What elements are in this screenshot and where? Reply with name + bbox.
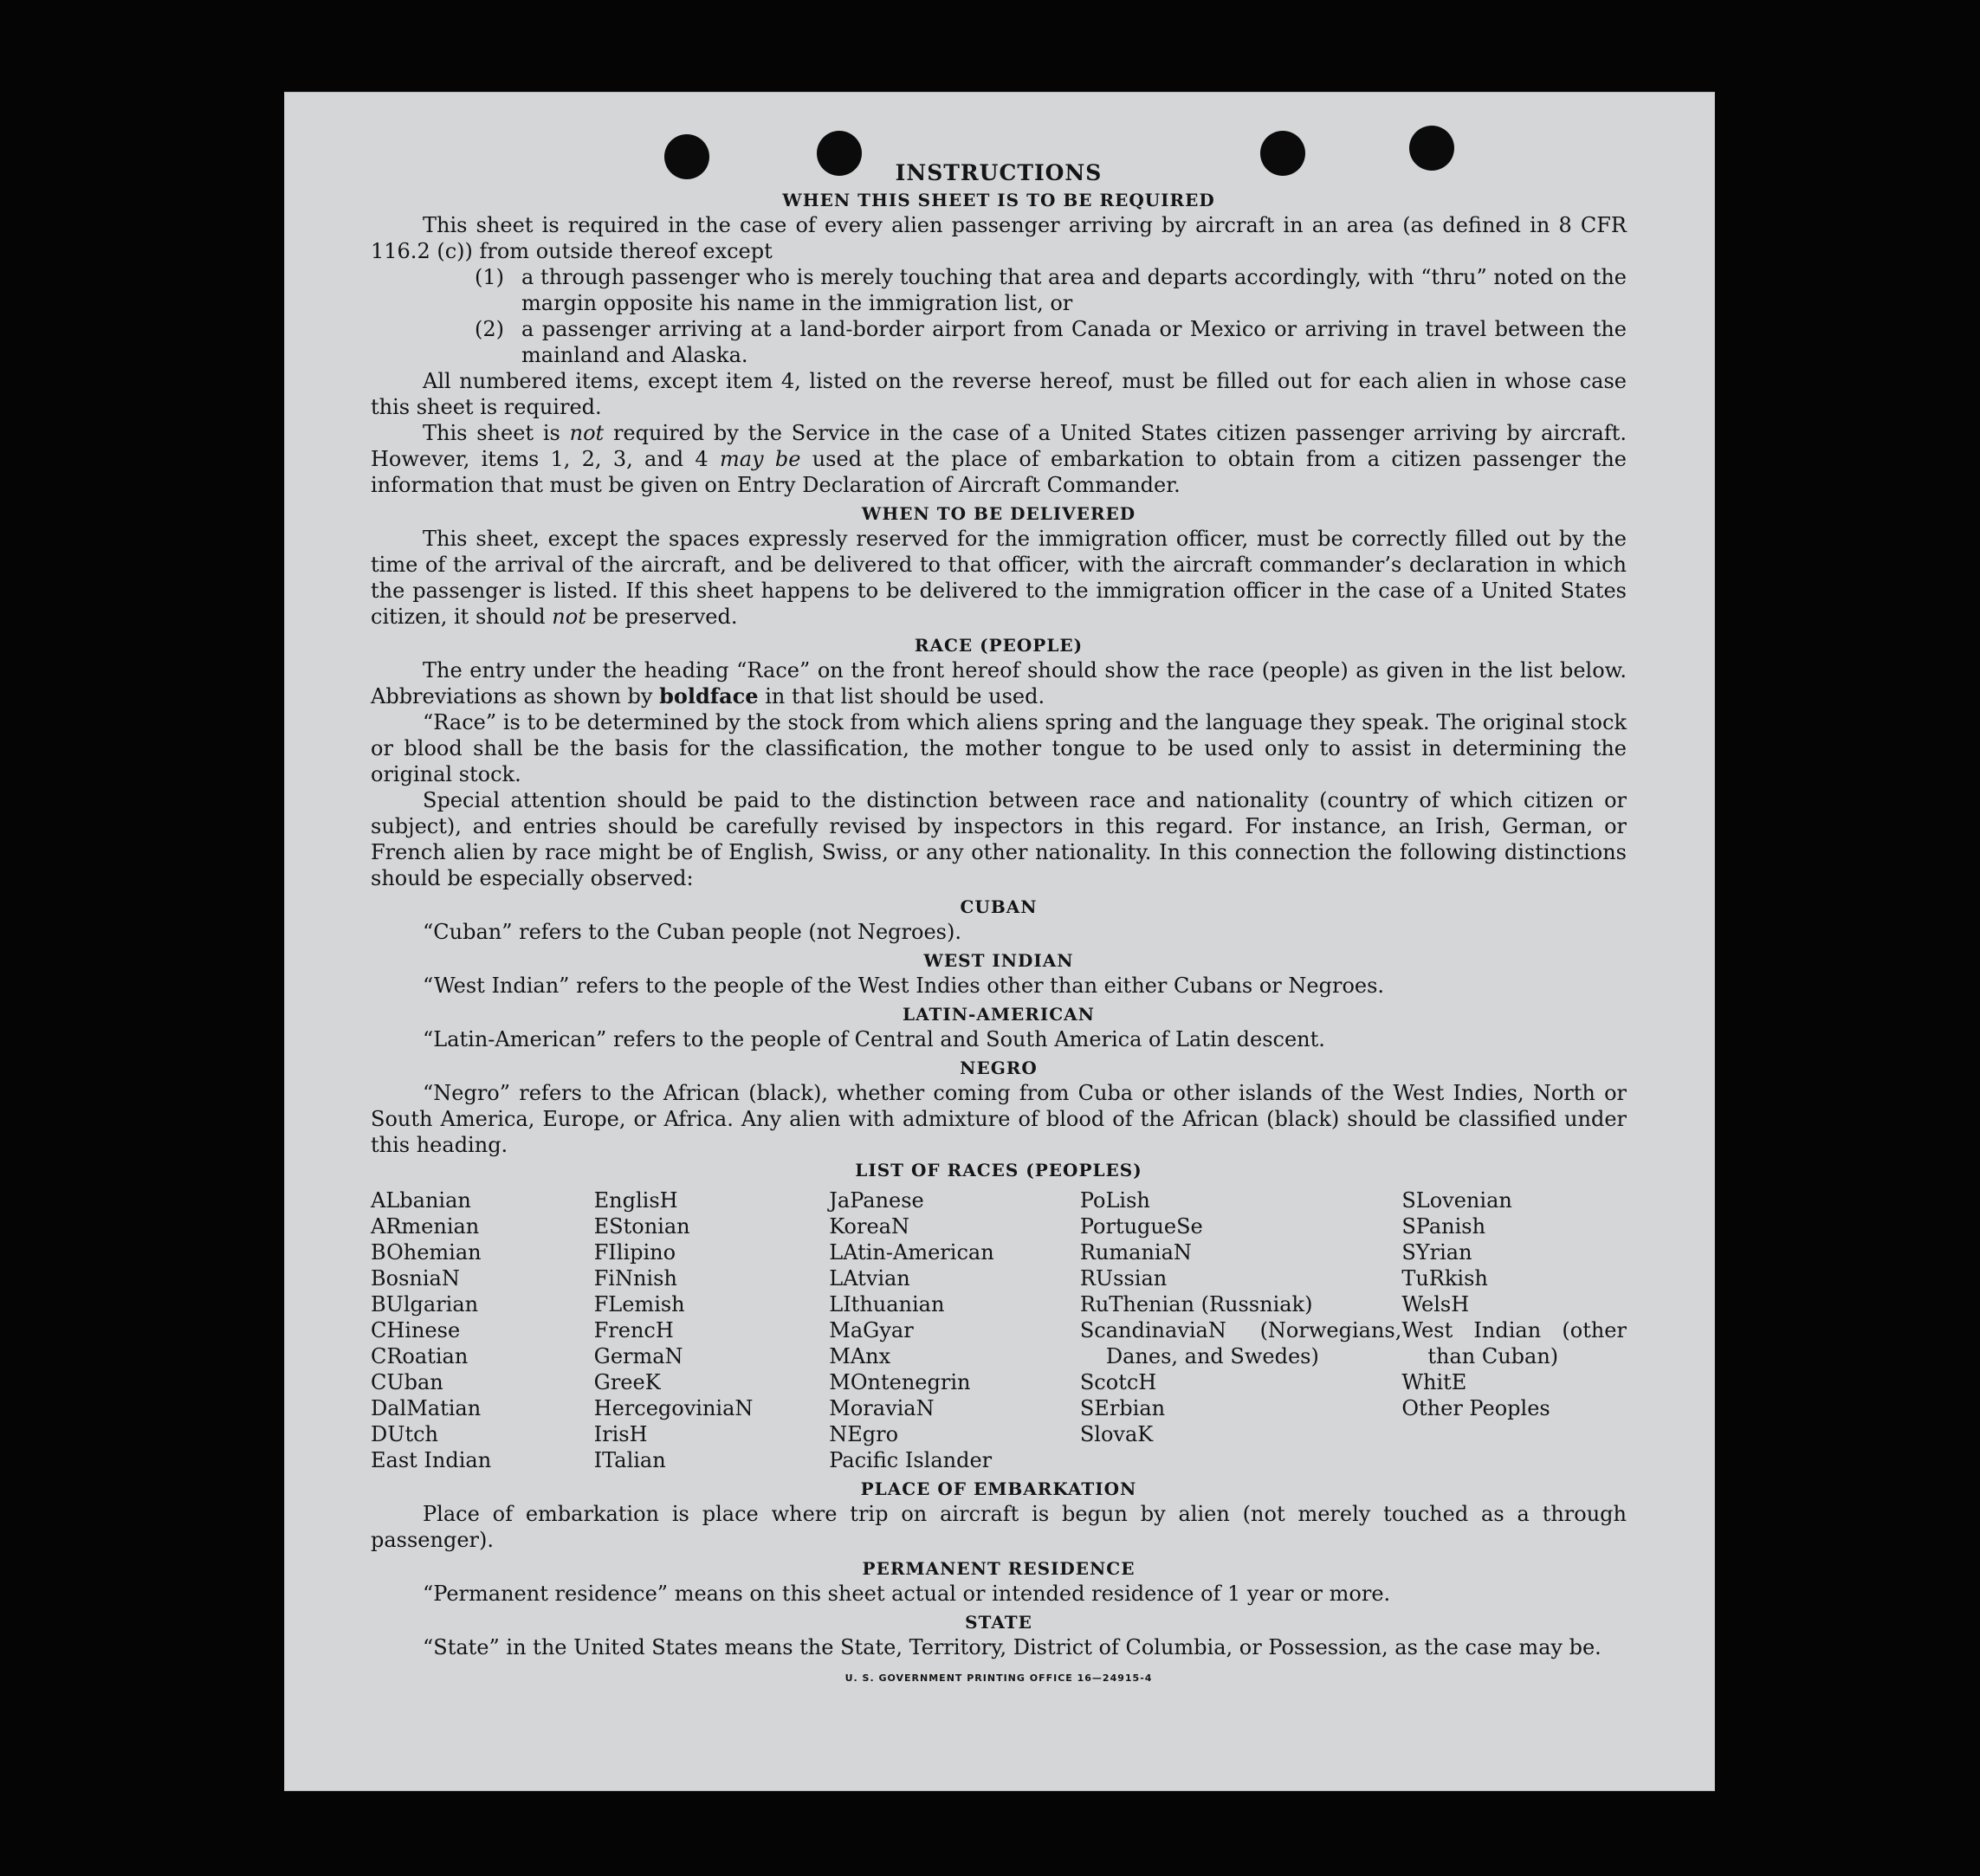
race-item: LAtin-American [829,1240,994,1265]
paragraph: “Latin-American” refers to the people of Central and South America of Latin descent. [423,1027,1325,1051]
document-sheet [284,92,1715,1791]
race-item: ALbanian [371,1188,471,1213]
races-column [594,1187,830,1473]
races-column [371,1187,594,1473]
paragraph: “West Indian” refers to the people of the West Indies other than either Cubans or Negroes. [423,974,1385,998]
race-item: CUban [371,1370,443,1394]
instructions-content [371,160,1627,1692]
paragraph [371,420,1627,498]
race-item: SYrian [1401,1240,1472,1265]
race-item: IrisH [593,1422,648,1446]
paragraph: Special attention should be paid to the distinction between race and nationality (country of which citizen or subject), and entries should be carefully revised by inspectors in this regard. For instance, an Irish, German, or French alien by race might be of English, Swiss, or any other nationality. In this connection the following distinctions should be especially observed: [371,788,1627,890]
section-heading-state: STATE [965,1612,1032,1633]
paragraph: “Cuban” refers to the Cuban people (not Negroes). [423,920,961,944]
text-run: This sheet is [423,421,570,445]
section-heading-west-indian: WEST INDIAN [923,950,1074,971]
paragraph [371,657,1627,709]
race-item: MaGyar [829,1318,914,1342]
race-item: FrencH [593,1318,674,1342]
race-item: SErbian [1079,1396,1166,1420]
item-text: a passenger arriving at a land-border airport from Canada or Mexico or arriving in travel between the mainland and Alaska. [521,317,1627,367]
text-run: be preserved. [586,605,738,629]
race-item: FIlipino [593,1240,676,1265]
paragraph: Place of embarkation is place where trip on aircraft is begun by alien (not merely touched as a through passenger). [371,1502,1627,1552]
races-column [1080,1187,1401,1473]
section-heading-negro: NEGRO [960,1058,1038,1078]
race-item: SlovaK [1079,1422,1154,1446]
race-item: ScandinaviaN (Norwegians, Danes, and Swedes) [1079,1318,1402,1368]
paragraph: “Race” is to be determined by the stock from which aliens spring and the language they speak. The original stock or blood shall be the basis for the classification, the mother tongue to be used only to assist in determining the original stock. [371,710,1627,786]
race-item: DalMatian [371,1396,482,1420]
race-item: HercegoviniaN [593,1396,754,1420]
section-heading-required: WHEN THIS SHEET IS TO BE REQUIRED [782,190,1215,210]
race-item: East Indian [371,1448,492,1472]
race-item: CHinese [371,1318,461,1342]
race-item: NEgro [829,1422,899,1446]
race-item: TuRkish [1401,1266,1488,1291]
races-column [1401,1187,1627,1473]
paragraph: This sheet is required in the case of every alien passenger arriving by aircraft in an area (as defined in 8 CFR 116.2 (c)) from outside thereof except [371,213,1627,263]
text-run: used at the place of embarkation to obtain from a citizen passenger the information that must be given on Entry Declaration of Aircraft Commander. [371,447,1627,497]
race-item: MoraviaN [829,1396,935,1420]
numbered-item [371,316,1627,368]
emphasis: not [569,421,605,445]
text-run: The entry under the heading “Race” on the front hereof should show the race (people) as given in the list below. Abbreviations as shown by [371,658,1627,708]
race-item: PoLish [1079,1188,1150,1213]
race-item: GermaN [593,1344,683,1368]
page-title: INSTRUCTIONS [895,160,1103,185]
race-item: ITalian [593,1448,666,1472]
paragraph [371,526,1627,630]
section-heading-cuban: CUBAN [960,896,1038,917]
race-item: FLemish [593,1292,685,1316]
race-item: Other Peoples [1401,1396,1550,1420]
race-item: MOntenegrin [829,1370,971,1394]
race-item: SPanish [1401,1214,1486,1239]
race-item: JaPanese [829,1188,924,1213]
race-item: RUssian [1079,1266,1168,1291]
paragraph: “State” in the United States means the State, Territory, District of Columbia, or Possession, as the case may be. [423,1635,1601,1659]
race-item: West Indian (other than Cuban) [1401,1318,1627,1368]
race-item: CRoatian [371,1344,469,1368]
race-item: MAnx [829,1344,891,1368]
paragraph: “Negro” refers to the African (black), whether coming from Cuba or other islands of the West Indies, North or South America, Europe, or Africa. Any alien with admixture of blood of the African (black) should be classified under this heading. [371,1081,1627,1157]
race-item: KoreaN [829,1214,909,1239]
race-item: BosniaN [371,1266,460,1291]
item-number: (2) [475,317,504,341]
section-heading-latin-american: LATIN-AMERICAN [903,1004,1095,1025]
text-run: This sheet, except the spaces expressly reserved for the immigration officer, must be correctly filled out by the time of the arrival of the aircraft, and be delivered to that officer, with the aircraft commander’s declaration in which the passenger is listed. If this sheet happens to be delivered to the immigration officer in the case of a United States citizen, it should [371,527,1627,629]
item-text: a through passenger who is merely touching that area and departs accordingly, with “thru” noted on the margin opposite his name in the immigration list, or [521,265,1627,315]
emphasis: may be [719,447,801,471]
race-item: EnglisH [593,1188,678,1213]
section-heading-races-list: LIST OF RACES (PEOPLES) [855,1160,1142,1181]
race-item: EStonian [593,1214,690,1239]
race-item: BUlgarian [371,1292,479,1316]
race-item: RuThenian (Russniak) [1079,1292,1313,1316]
item-number: (1) [475,265,504,289]
race-item: GreeK [593,1370,661,1394]
bold-text: boldface [659,683,759,708]
race-item: ARmenian [371,1214,480,1239]
emphasis: not [552,605,586,629]
text-run: required by the Service in the case of a United States citizen passenger arriving by aircraft. However, items 1, 2, 3, and 4 [371,421,1627,471]
race-item: PortugueSe [1079,1214,1203,1239]
race-item: LIthuanian [829,1292,945,1316]
section-heading-race: RACE (PEOPLE) [914,635,1084,656]
race-item: RumaniaN [1079,1240,1192,1265]
race-item: Pacific Islander [829,1448,993,1472]
race-item: DUtch [371,1422,439,1446]
race-item: ScotcH [1079,1370,1157,1394]
race-item: WelsH [1401,1292,1470,1316]
race-item: BOhemian [371,1240,482,1265]
race-item: WhitE [1401,1370,1467,1394]
race-item: FiNnish [593,1266,677,1291]
text-run: in that list should be used. [758,684,1045,708]
paragraph: All numbered items, except item 4, listed on the reverse hereof, must be filled out for each alien in whose case this sheet is required. [371,369,1627,419]
printing-office-footer: U. S. GOVERNMENT PRINTING OFFICE 16—24915-4 [844,1672,1153,1684]
section-heading-residence: PERMANENT RESIDENCE [862,1558,1136,1579]
races-column [829,1187,1080,1473]
race-item: SLovenian [1401,1188,1512,1213]
section-heading-embarkation: PLACE OF EMBARKATION [860,1478,1137,1499]
numbered-item [371,264,1627,316]
section-heading-delivered: WHEN TO BE DELIVERED [861,503,1136,524]
race-item: LAtvian [829,1266,910,1291]
races-list [371,1187,1627,1473]
paragraph: “Permanent residence” means on this sheet actual or intended residence of 1 year or more. [423,1582,1391,1606]
